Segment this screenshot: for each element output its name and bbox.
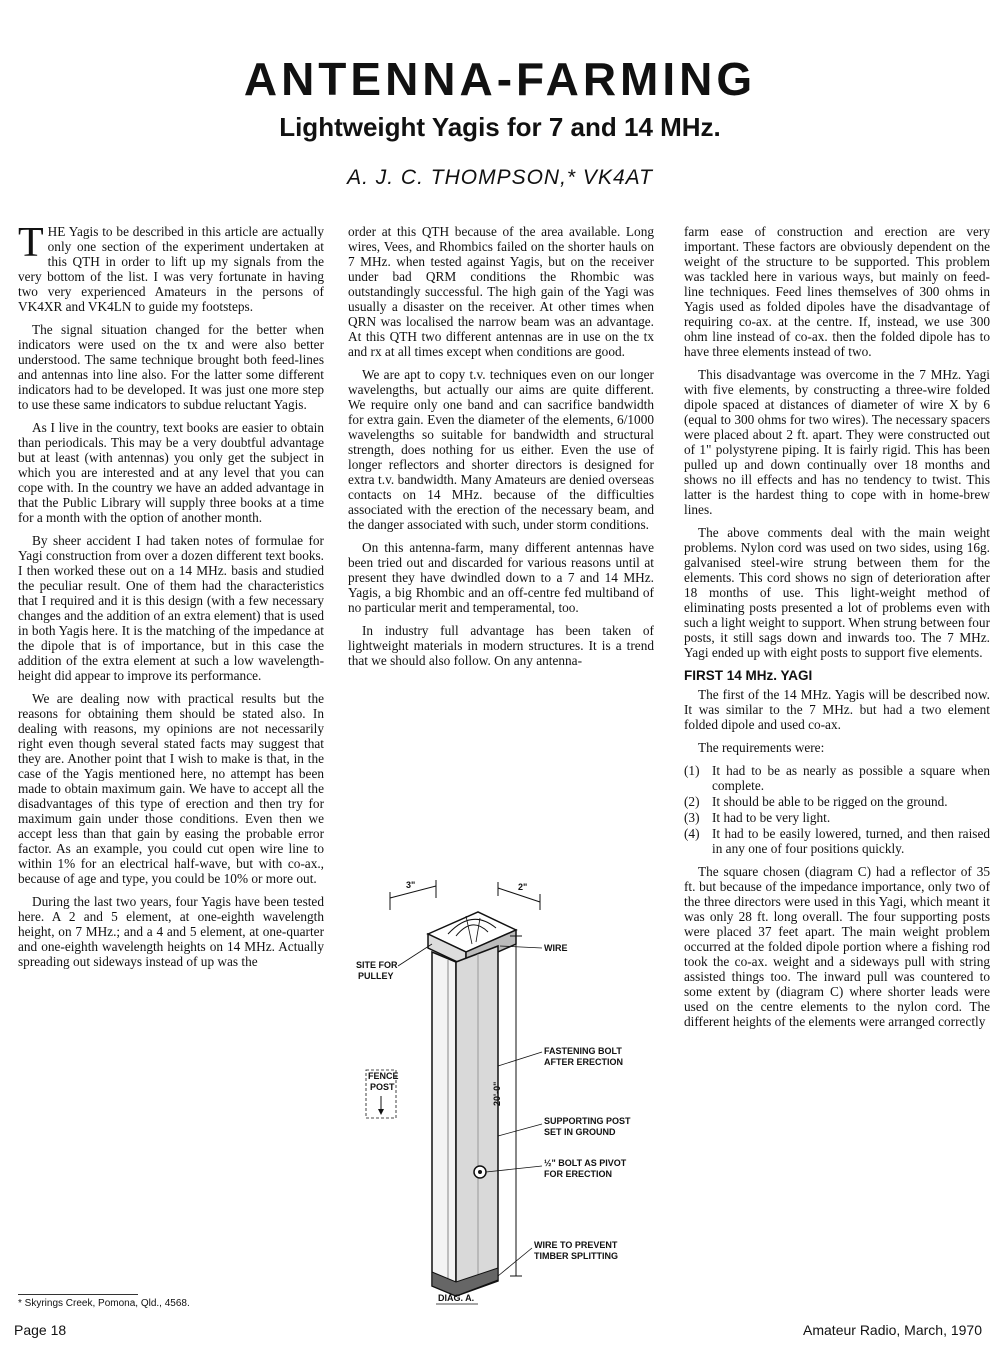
list-item: (2) It should be able to be rigged on the ground.	[684, 794, 948, 809]
paragraph: The square chosen (diagram C) had a reflector of 35 ft. but because of the impedance importance, only two of the three directors were used in this Yagi, which meant it was only 28 ft. long overall. The four supporting posts were placed 37 feet apart. The main weight problem occurred at the folded dipole portion where a fishing rod took the co-ax. weight and a sideways pull with string assisted things too. The inward pull was countered to some extent by (diagram C) where shorter leads were used on the centre elements to the nylon cord. The different heights of the elements were arranged correctly	[684, 864, 990, 1029]
label-pulley: PULLEY	[358, 971, 394, 981]
paragraph: The first of the 14 MHz. Yagis will be described now. It was similar to the 7 MHz. but had a two element folded dipole and used co-ax.	[684, 687, 990, 732]
paragraph: farm ease of construction and erection are very important. These factors are obviously dependent on the weight of the structure to be supported. This problem was tackled here in various ways, but mainly on feed-line techniques. Feed lines themselves of 300 ohms in Yagis used as folded dipoles have the disadvantage of requiring co-ax. at the centre. If, instead, we use 300 ohm line instead of co-ax. then the folded dipole has to have three elements instead of two.	[684, 224, 990, 359]
article-title: ANTENNA-FARMING	[243, 53, 757, 105]
paragraph: This disadvantage was overcome in the 7 MHz. Yagi with five elements, by constructing a three-wire folded dipole spaced at distances of diameter of wire X by 6 (equal to 300 ohms for two wires). The necessary spacers were placed about 2 ft. apart. They were constructed out of 1" polystyrene piping. It is fairly rigid. This has been pulled up and down continually over 18 months and shows no ill effects and has no tendency to twist. This latter is the hardest thing to cope with in home-brew lines.	[684, 367, 990, 517]
dimension-label: 2"	[518, 882, 528, 892]
list-item: (3) It had to be very light.	[684, 810, 831, 825]
paragraph: On this antenna-farm, many different antennas have been tried out and discarded for various reasons until at present they have dwindled down to a 7 and 14 MHz. Yagis, a big Rhombic and an off-centre fed multiband of no particular merit and temperamental, too.	[348, 540, 654, 615]
label-bolt: ½" BOLT AS PIVOT	[544, 1158, 627, 1168]
paragraph: order at this QTH because of the area available. Long wires, Vees, and Rhombics failed on the shorter hauls on 7 MHz. when tested against Yagis, but on the receiver under bad QRM conditions the Rhombic was outstandingly successful. The high gain of the Yagi was usually a disaster on the receiver. At other times when QRN was localised the narrow beam was an advantage. At this QTH two different antennas are in use on the tx and rx at all times except when conditions are good.	[348, 224, 654, 359]
article-subtitle: Lightweight Yagis for 7 and 14 MHz.	[279, 112, 721, 142]
list-item: (4) It had to be easily lowered, turned, and then raised in any one of four positions quickly.	[684, 826, 990, 856]
list-item: (1) It had to be as nearly as possible a square when complete.	[684, 763, 990, 793]
label-supporting: SET IN GROUND	[544, 1127, 616, 1137]
post-diagram-svg	[348, 876, 678, 1306]
diagram-caption: DIAG. A.	[438, 1293, 475, 1303]
label-fastening: FASTENING BOLT	[544, 1046, 622, 1056]
paragraph: In industry full advantage has been taken of lightweight materials in modern structures. It is a trend that we should also follow. On any antenna-	[348, 623, 654, 668]
journal-issue: Amateur Radio, March, 1970	[803, 1322, 982, 1338]
paragraph: We are dealing now with practical results but the reasons for obtaining them should be stated also. In dealing with reasons, my opinions are not necessarily right even though several stated facts may suggest that they are. Another point that I wish to make is that, in the case of the Yagis mentioned here, no attempt has been made to obtain maximum gain. We have to accept all the disadvantages of this type of erection and then try for maximum gain under those conditions. Even then we accept less than that gain by easing the probable error factor. As an example, you could cut open wire line to within 1% for an electrical half-wave, but with co-ax., because of age and type, you could be 10% or more out.	[18, 691, 324, 886]
footnote-divider	[18, 1294, 138, 1295]
label-wire-prevent: WIRE TO PREVENT	[534, 1240, 618, 1250]
column-2	[348, 224, 654, 864]
label-fastening: AFTER ERECTION	[544, 1057, 624, 1067]
diagram-a	[348, 876, 678, 1306]
label-post: POST	[370, 1082, 395, 1092]
requirements-list	[684, 763, 990, 856]
paragraph: During the last two years, four Yagis have been tested here. A 2 and 5 element, at one-eighth wavelength height, on 7 MHz.; and a 4 and 5 element, at one-quarter and one-eighth wavelength heights on 14 MHz. Actually spreading out sideways instead of up was the	[18, 894, 324, 969]
page-number: Page 18	[14, 1322, 67, 1338]
paragraph: The above comments deal with the main weight problems. Nylon cord was used on two sides, using 16g. galvanised steel-wire strung between them for the elements. This cord shows no sign of deterioration after 18 months of use. This light-weight method of eliminating posts presented a lot of problems even with such a light weight to support. When strung between four posts, it still sags down and inwards too. The 7 MHz. Yagi ended up with eight posts to support five elements.	[684, 525, 990, 660]
paragraph: By sheer accident I had taken notes of formulae for Yagi construction from over a dozen different text books. I then worked these out on a 14 MHz. basis and studied the peculiar result. One of them had the characteristics that I required and it is this design (with a few necessary changes and the addition of an extra element) that is used in both Yagis here. It is the matching of the impedance at the dipole that is of importance, but in this case the addition of the extra element at such a low wavelength-height did appear to improve its performance.	[18, 533, 324, 683]
paragraph: The requirements were:	[698, 740, 825, 755]
label-bolt: FOR ERECTION	[544, 1169, 613, 1179]
section-heading: FIRST 14 MHz. YAGI	[684, 668, 813, 683]
paragraph: We are apt to copy t.v. techniques even on our longer wavelengths, but actually our aims are quite different. We require only one band and can sacrifice bandwidth for extra gain. Even the diameter of the elements, 6/1000 wavelengths so suitable for bandwidth and structural strength, does nothing for us either. Even the use of longer reflectors and shorter directors is designed for extra t.v. bandwidth. Many Amateurs are denied overseas contacts on 14 MHz. because of the difficulties associated with the erection of the necessary beam, and the danger associated with such, under storm conditions.	[348, 367, 654, 532]
drop-cap: T	[18, 224, 44, 266]
label-fence: FENCE	[368, 1071, 399, 1081]
dimension-label: 3"	[406, 880, 416, 890]
paragraph: The signal situation changed for the better when indicators were used on the tx and were also better understood. The same technique brought both feed-lines and antennas into line also. For the latter some different indicators had to be developed. It was just one more step to use these same indicators to subdue reluctant Yagis.	[18, 322, 324, 412]
label-wire-prevent: TIMBER SPLITTING	[534, 1251, 618, 1261]
paragraph: THE Yagis to be described in this article are actually only one section of the experiment undertaken at this QTH in order to lift up my signals from the very bottom of the list. I was very fortunate in having two very experienced Amateurs in the persons of VK4XR and VK4LN to guide my footsteps.	[18, 224, 324, 314]
author-footnote: * Skyrings Creek, Pomona, Qld., 4568.	[18, 1298, 190, 1309]
label-supporting: SUPPORTING POST	[544, 1116, 631, 1126]
label-site-for: SITE FOR	[356, 960, 398, 970]
paragraph: As I live in the country, text books are easier to obtain than periodicals. This may be a very doubtful advantage but at least (with antennas) you only get the subject in which you are interested and at any level that you can cope with. In the country we have an added advantage in that the Public Library will supply three books at a time for a month with the option of another month.	[18, 420, 324, 525]
column-1	[18, 224, 324, 1299]
height-label: 20'-0"	[492, 1081, 502, 1106]
author-byline: A. J. C. THOMPSON,* VK4AT	[347, 166, 653, 189]
label-wire: WIRE	[544, 943, 568, 953]
column-3	[684, 224, 990, 1302]
